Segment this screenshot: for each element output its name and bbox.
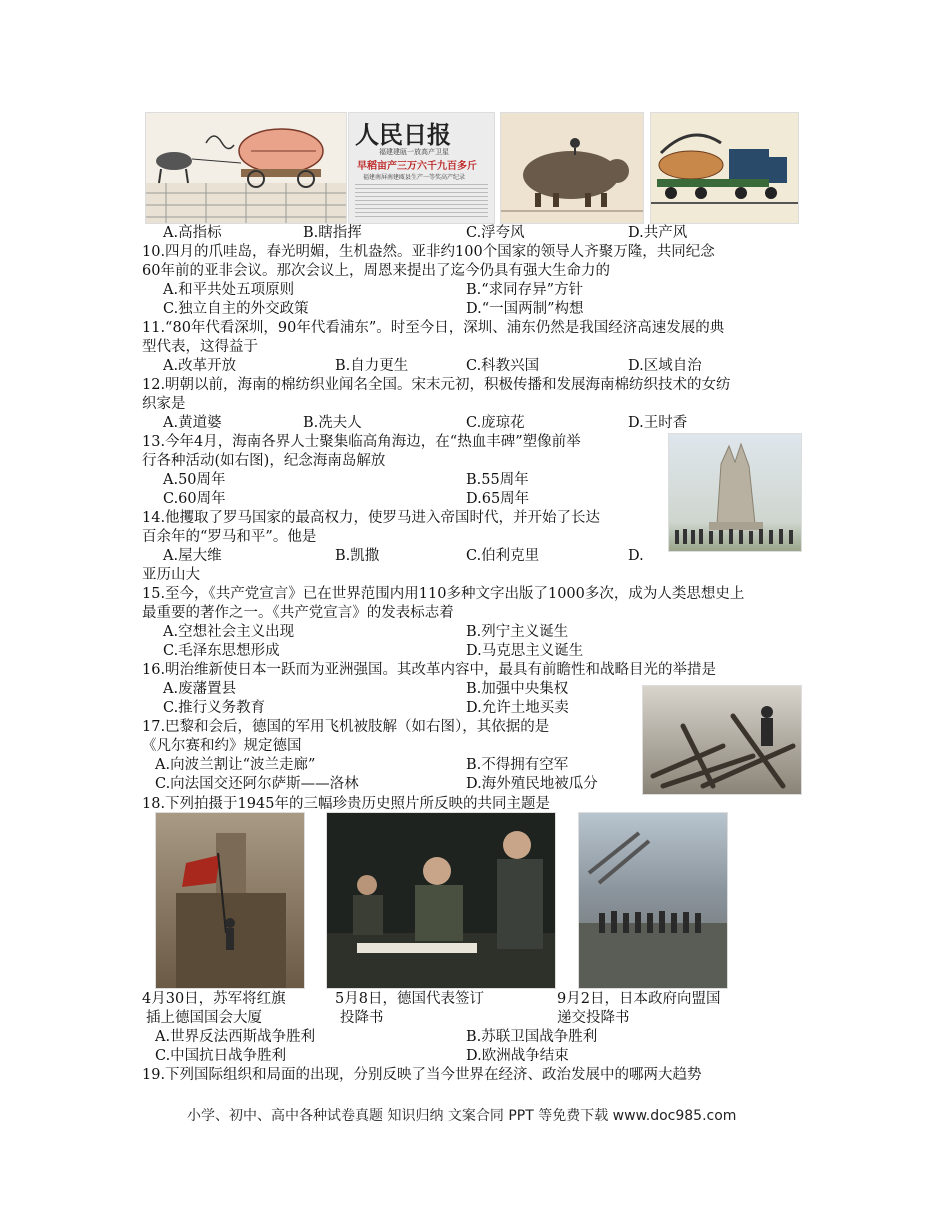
q10-option-a: A.和平共处五项原则 [163, 282, 295, 298]
newspaper-masthead: 人民日报 [355, 120, 451, 149]
newspaper-line1: 福建建瓯一放高产卫星 [379, 148, 449, 156]
q10-option-d: D.“一国两制”构想 [466, 301, 584, 317]
q14-option-b: B.凯撒 [335, 548, 380, 564]
q12-option-c: C.庞琼花 [466, 415, 525, 431]
q16-option-b: B.加强中央集权 [466, 681, 569, 697]
q15-option-d: D.马克思主义诞生 [466, 643, 584, 659]
q18-caption1-line2: 插上德国国会大厦 [146, 1010, 262, 1026]
q18-caption2-line1: 5月8日，德国代表签订 [335, 991, 484, 1007]
q9-option-d: D.共产风 [628, 225, 688, 241]
page-footer: 小学、初中、高中各种试卷真题 知识归纳 文案合同 PPT 等免费下载 www.doc985.com [187, 1108, 737, 1124]
q11-option-c: C.科教兴国 [466, 358, 540, 374]
q14-option-d: D. [628, 548, 644, 564]
q13-option-c: C.60周年 [163, 491, 226, 507]
q10-option-b: B.“求同存异”方针 [466, 282, 584, 298]
q17-option-a: A.向波兰割让“波兰走廊” [155, 757, 316, 773]
q18-caption3-line2: 递交投降书 [557, 1010, 630, 1026]
q11-option-b: B.自力更生 [335, 358, 409, 374]
q11-stem-line1: 11.“80年代看深圳，90年代看浦东”。时至今日，深圳、浦东仍然是我国经济高速发展的典 [142, 320, 725, 336]
german-surrender-photo-image [326, 812, 556, 989]
giant-pig-cartoon-image [500, 112, 644, 224]
q19-stem-line1: 19.下列国际组织和局面的出现，分别反映了当今世界在经济、政治发展中的哪两大趋势 [142, 1067, 702, 1083]
q12-option-d: D.王时香 [628, 415, 688, 431]
q18-option-c: C.中国抗日战争胜利 [155, 1048, 287, 1064]
q16-option-d: D.允许土地买卖 [466, 700, 569, 716]
q14-option-c: C.伯利克里 [466, 548, 540, 564]
q11-option-d: D.区域自治 [628, 358, 702, 374]
q18-caption3-line1: 9月2日，日本政府向盟国 [557, 991, 721, 1007]
q16-stem-line1: 16.明治维新使日本一跃而为亚洲强国。其改革内容中，最具有前瞻性和战略目光的举措是 [142, 662, 717, 678]
newspaper-headline: 早稻亩产三万六千九百多斤 [357, 161, 477, 172]
q18-option-b: B.苏联卫国战争胜利 [466, 1029, 598, 1045]
q17-option-b: B.不得拥有空军 [466, 757, 569, 773]
q9-option-a: A.高指标 [163, 225, 222, 241]
q18-option-a: A.世界反法西斯战争胜利 [155, 1029, 316, 1045]
q11-stem-line2: 型代表，这得益于 [142, 339, 258, 355]
q14-option-a: A.屋大维 [163, 548, 222, 564]
q17-stem-line1: 17.巴黎和会后，德国的军用飞机被肢解（如右图），其依据的是 [142, 719, 550, 735]
q18-option-d: D.欧洲战争结束 [466, 1048, 569, 1064]
q12-option-a: A.黄道婆 [163, 415, 222, 431]
reichstag-flag-photo-image [155, 812, 305, 989]
q14-option-d-wrap: 亚历山大 [142, 567, 200, 583]
q14-stem-line1: 14.他攫取了罗马国家的最高权力，使罗马进入帝国时代，并开始了长达 [142, 510, 601, 526]
q17-option-c: C.向法国交还阿尔萨斯——洛林 [155, 776, 359, 792]
dismantled-aircraft-image [642, 685, 802, 795]
q15-stem-line2: 最重要的著作之一。《共产党宣言》的发表标志着 [142, 605, 454, 621]
q11-option-a: A.改革开放 [163, 358, 237, 374]
q9-option-b: B.瞎指挥 [303, 225, 362, 241]
q15-option-b: B.列宁主义诞生 [466, 624, 569, 640]
ox-cart-cartoon-image [145, 112, 347, 224]
q10-stem-line1: 10.四月的爪哇岛，春光明媚，生机盎然。亚非约100个国家的领导人齐聚万隆，共同纪念 [142, 244, 715, 260]
q12-stem-line1: 12.明朝以前，海南的棉纺织业闻名全国。宋末元初，积极传播和发展海南棉纺织技术的女纺 [142, 377, 731, 393]
q15-stem-line1: 15.至今，《共产党宣言》已在世界范围内用110多种文字出版了1000多次，成为人类思想史上 [142, 586, 745, 602]
q15-option-c: C.毛泽东思想形成 [163, 643, 280, 659]
q10-stem-line2: 60年前的亚非会议。那次会议上，周恩来提出了迄今仍具有强大生命力的 [142, 263, 610, 279]
q16-option-a: A.废藩置县 [163, 681, 237, 697]
q13-stem-line1: 13.今年4月，海南各界人士聚集临高角海边，在“热血丰碑”塑像前举 [142, 434, 581, 450]
monument-photo-image [668, 433, 802, 552]
q13-stem-line2: 行各种活动(如右图)，纪念海南岛解放 [142, 453, 386, 469]
q12-option-b: B.冼夫人 [303, 415, 362, 431]
train-cartoon-image [650, 112, 799, 224]
q14-stem-line2: 百余年的“罗马和平”。他是 [142, 529, 317, 545]
q17-option-d: D.海外殖民地被瓜分 [466, 776, 598, 792]
q15-option-a: A.空想社会主义出现 [163, 624, 295, 640]
q13-option-d: D.65周年 [466, 491, 530, 507]
q18-caption1-line1: 4月30日，苏军将红旗 [142, 991, 286, 1007]
q13-option-b: B.55周年 [466, 472, 529, 488]
q17-stem-line2: 《凡尔赛和约》规定德国 [142, 738, 302, 754]
q13-option-a: A.50周年 [163, 472, 226, 488]
newspaper-image [348, 112, 495, 224]
q9-option-c: C.浮夸风 [466, 225, 525, 241]
japan-surrender-photo-image [578, 812, 728, 989]
q16-option-c: C.推行义务教育 [163, 700, 266, 716]
q12-stem-line2: 织家是 [142, 396, 186, 412]
newspaper-line2: 福建南屏南建瓯县生产一等奖高产纪录 [363, 174, 466, 181]
q18-caption2-line2: 投降书 [340, 1010, 384, 1026]
q10-option-c: C.独立自主的外交政策 [163, 301, 309, 317]
q18-stem-line1: 18.下列拍摄于1945年的三幅珍贵历史照片所反映的共同主题是 [142, 796, 550, 812]
